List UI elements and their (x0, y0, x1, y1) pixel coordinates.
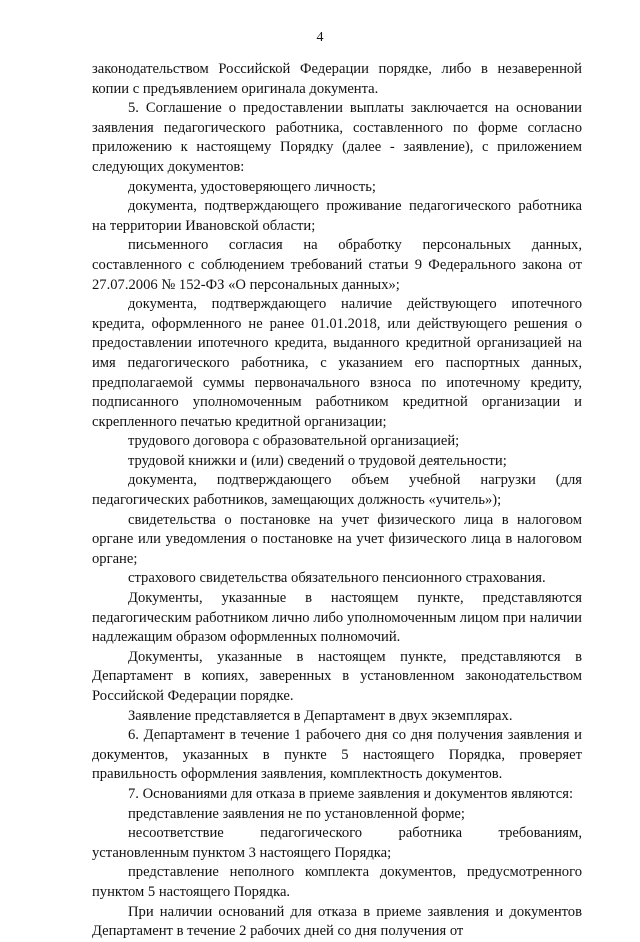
list-item-incomplete-set: представление неполного комплекта документов, предусмотренного пунктом 5 настоящего Порядка. (92, 864, 582, 900)
paragraph-refusal-procedure: При наличии оснований для отказа в приеме заявления и документов Департамент в течение 2 рабочих дней со дня получения от (92, 903, 582, 940)
paragraph-two-copies: Заявление представляется в Департамент в двух экземплярах. (128, 707, 513, 724)
list-item-non-compliance: несоответствие педагогического работника требованиям, установленным пунктом 3 настоящего Порядка; (92, 825, 582, 861)
document-body (92, 60, 582, 942)
paragraph-clause-6: 6. Департамент в течение 1 рабочего дня со дня получения заявления и документов, указанных в пункте 5 настоящего Порядка, проверяет правильность оформления заявления, комплектность документов. (92, 727, 582, 783)
list-item-pension-insurance: страхового свидетельства обязательного пенсионного страхования. (128, 570, 546, 587)
list-item-wrong-form: представление заявления не по установленной форме; (128, 805, 465, 822)
paragraph-clause-5: 5. Соглашение о предоставлении выплаты заключается на основании заявления педагогического работника, составленного по форме согласно приложению к настоящему Порядку (далее - заявление), с приложением следующих документов: (92, 100, 582, 175)
paragraph-submission-method: Документы, указанные в настоящем пункте, представляются педагогическим работником лично либо уполномоченным лицом при наличии надлежащим образом оформленных полномочий. (92, 590, 582, 646)
list-item-residence-document: документа, подтверждающего проживание педагогического работника на территории Ивановской области; (92, 198, 582, 234)
list-item-mortgage-document: документа, подтверждающего наличие действующего ипотечного кредита, оформленного не ранее 01.01.2018, или действующего решения о предоставлении ипотечного кредита, выданного кредитной организацией на имя педагогического работника, с указанием его паспортных данных, предполагаемой суммы первоначального взноса по ипотечному кредиту, подписанного уполномоченным работником кредитной организации и скрепленного печатью кредитной организации; (92, 296, 582, 430)
list-item-tax-registration: свидетельства о постановке на учет физического лица в налоговом органе или уведомления о постановке на учет физического лица в налоговом органе; (92, 511, 582, 567)
list-item-teaching-load-document: документа, подтверждающего объем учебной нагрузки (для педагогических работников, замещающих должность «учитель»); (92, 472, 582, 509)
list-item-work-record-book: трудовой книжки и (или) сведений о трудовой деятельности; (128, 452, 507, 469)
paragraph-clause-7: 7. Основаниями для отказа в приеме заявления и документов являются: (128, 785, 574, 802)
paragraph-continuation: законодательством Российской Федерации порядке, либо в незаверенной копии с предъявлением оригинала документа. (92, 61, 582, 97)
page-number: 4 (316, 30, 324, 45)
list-item-personal-data-consent: письменного согласия на обработку персональных данных, составленного с соблюдением требований статьи 9 Федерального закона от 27.07.2006 № 152-ФЗ «О персональных данных»; (92, 237, 582, 293)
paragraph-submission-copies: Документы, указанные в настоящем пункте, представляются в Департамент в копиях, заверенных в установленном законодательством Российской Федерации порядке. (92, 648, 582, 704)
list-item-identity-document: документа, удостоверяющего личность; (128, 178, 376, 195)
list-item-employment-contract: трудового договора с образовательной организацией; (128, 433, 460, 450)
